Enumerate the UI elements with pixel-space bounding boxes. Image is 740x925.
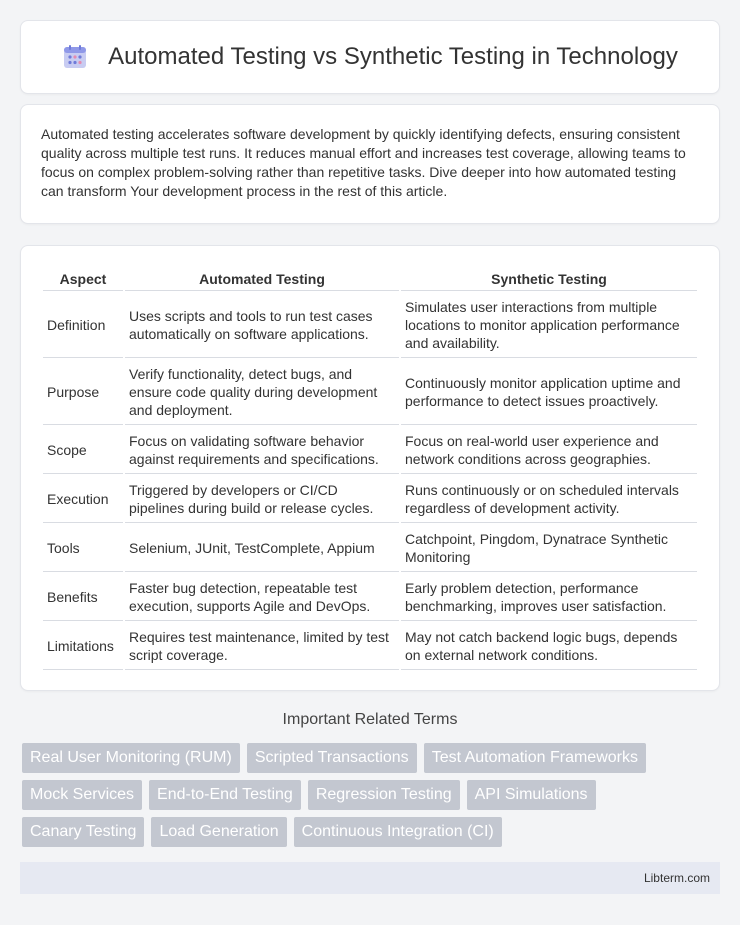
row-aspect: Definition: [43, 293, 123, 358]
term-tag[interactable]: API Simulations: [467, 780, 596, 810]
header-card: [20, 20, 720, 94]
header-aspect: Aspect: [43, 268, 123, 291]
header-automated-testing: Automated Testing: [125, 268, 399, 291]
row-synthetic: Focus on real-world user experience and network conditions across geographies.: [401, 427, 697, 474]
term-tag[interactable]: End-to-End Testing: [149, 780, 301, 810]
row-aspect: Limitations: [43, 623, 123, 670]
row-aspect: Execution: [43, 476, 123, 523]
row-synthetic: Continuously monitor application uptime and performance to detect issues proactively.: [401, 360, 697, 425]
comparison-table-card: [20, 245, 720, 691]
table-row: [43, 427, 697, 474]
row-automated: Selenium, JUnit, TestComplete, Appium: [125, 525, 399, 572]
intro-text: Automated testing accelerates software development by quickly identifying defects, ensuring consistent quality across multiple test runs. It reduces manual effort and increases test coverage, allowing teams to focus on complex problem-solving rather than repetitive tasks. Dive deeper into how automated testing can transform Your development process in the rest of this article.: [41, 126, 686, 199]
row-aspect: Purpose: [43, 360, 123, 425]
row-synthetic: May not catch backend logic bugs, depends on external network conditions.: [401, 623, 697, 670]
term-tag[interactable]: Real User Monitoring (RUM): [22, 743, 240, 773]
row-synthetic: Runs continuously or on scheduled intervals regardless of development activity.: [401, 476, 697, 523]
tag-row: [22, 817, 722, 847]
row-aspect: Scope: [43, 427, 123, 474]
term-tag[interactable]: Canary Testing: [22, 817, 144, 847]
table-row: [43, 360, 697, 425]
row-aspect: Benefits: [43, 574, 123, 621]
table-row: [43, 525, 697, 572]
table-row: [43, 293, 697, 358]
calendar-grid-icon: [62, 44, 88, 70]
footer: [20, 862, 720, 894]
term-tag[interactable]: Scripted Transactions: [247, 743, 417, 773]
header-synthetic-testing: Synthetic Testing: [401, 268, 697, 291]
related-terms-title: Important Related Terms: [282, 711, 458, 728]
tag-row: [22, 780, 722, 810]
term-tag[interactable]: Test Automation Frameworks: [424, 743, 646, 773]
row-aspect: Tools: [43, 525, 123, 572]
related-terms-tags: [22, 743, 722, 854]
footer-site-link[interactable]: Libterm.com: [643, 871, 710, 885]
row-automated: Uses scripts and tools to run test cases automatically on software applications.: [125, 293, 399, 358]
term-tag[interactable]: Mock Services: [22, 780, 142, 810]
term-tag[interactable]: Regression Testing: [308, 780, 460, 810]
comparison-table: [41, 266, 699, 672]
row-synthetic: Simulates user interactions from multiple locations to monitor application performance and availability.: [401, 293, 697, 358]
row-automated: Triggered by developers or CI/CD pipelines during build or release cycles.: [125, 476, 399, 523]
term-tag[interactable]: Load Generation: [151, 817, 286, 847]
row-synthetic: Early problem detection, performance benchmarking, improves user satisfaction.: [401, 574, 697, 621]
intro-card: [20, 104, 720, 224]
term-tag[interactable]: Continuous Integration (CI): [294, 817, 502, 847]
tag-row: [22, 743, 722, 773]
row-automated: Faster bug detection, repeatable test execution, supports Agile and DevOps.: [125, 574, 399, 621]
row-automated: Focus on validating software behavior against requirements and specifications.: [125, 427, 399, 474]
table-row: [43, 476, 697, 523]
row-synthetic: Catchpoint, Pingdom, Dynatrace Synthetic Monitoring: [401, 525, 697, 572]
page-title: Automated Testing vs Synthetic Testing in Technology: [108, 43, 678, 70]
table-row: [43, 574, 697, 621]
row-automated: Verify functionality, detect bugs, and ensure code quality during development and deployment.: [125, 360, 399, 425]
row-automated: Requires test maintenance, limited by test script coverage.: [125, 623, 399, 670]
table-header-row: [43, 268, 697, 291]
table-row: [43, 623, 697, 670]
